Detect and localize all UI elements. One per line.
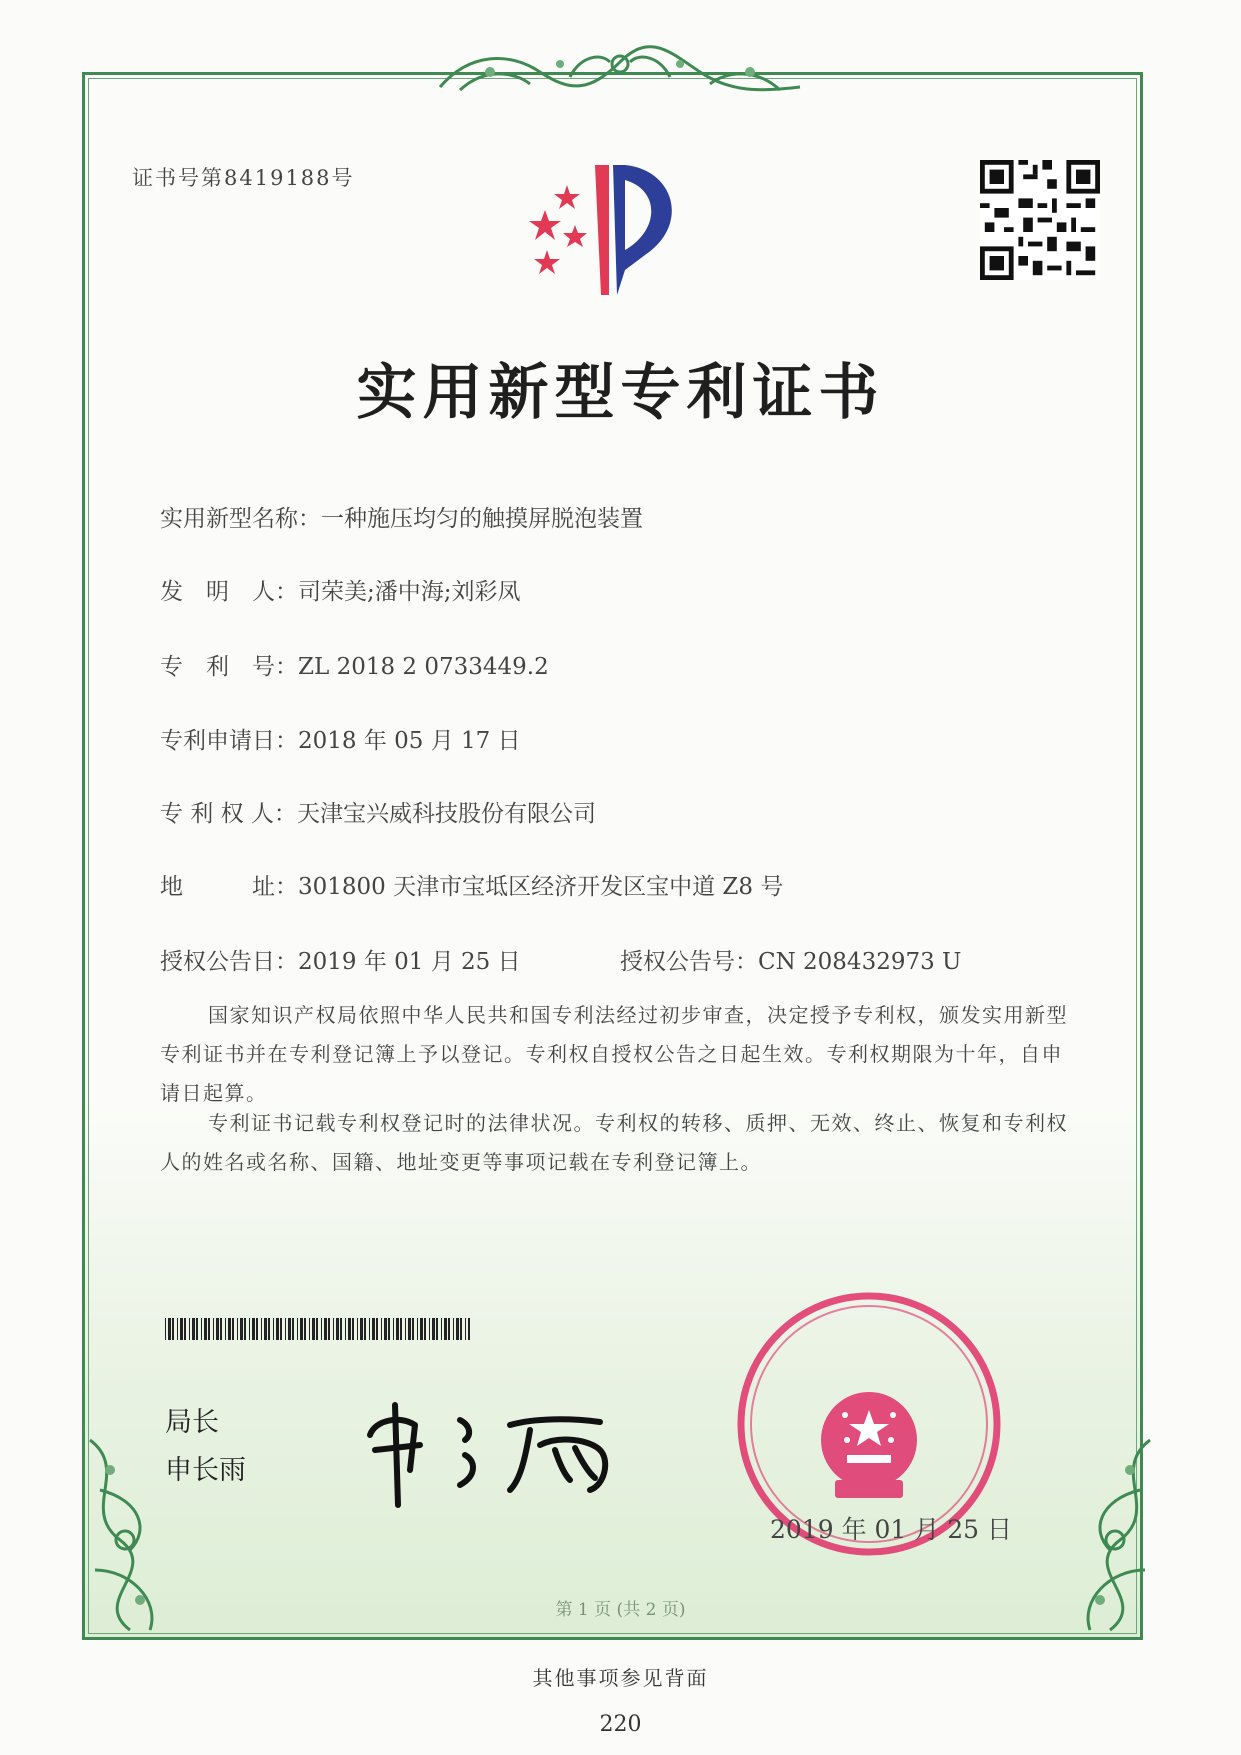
back-note: 其他事项参见背面: [532, 1666, 709, 1690]
field-grant-no: [620, 943, 961, 976]
field-filing-date-label: 专利申请日：: [160, 728, 298, 754]
field-grant-date: [160, 943, 521, 976]
field-name-label: 实用新型名称：: [160, 506, 321, 532]
field-inventor: [160, 573, 521, 606]
field-filing-date-value: 2018 年 05 月 17 日: [298, 728, 521, 754]
qr-code-icon: [980, 160, 1100, 280]
certificate-number: 证书号第8419188号: [132, 166, 355, 190]
field-patent-no-value: ZL 2018 2 0733449.2: [298, 654, 549, 680]
director-name: 申长雨: [165, 1455, 246, 1486]
field-grant-date-value: 2019 年 01 月 25 日: [298, 949, 521, 975]
page-indicator: 第 1 页 (共 2 页): [555, 1600, 686, 1620]
barcode-icon: [165, 1318, 470, 1340]
cnipa-logo-icon: [525, 155, 695, 305]
paragraph-1: 国家知识产权局依照中华人民共和国专利法经过初步审查，决定授予专利权，颁发实用新型专利证书并在专利登记簿上予以登记。专利权自授权公告之日起生效。专利权期限为十年，自申请日起算。: [160, 1003, 1068, 1105]
field-patent-no: [160, 648, 549, 681]
field-address-value: 301800 天津市宝坻区经济开发区宝中道 Z8 号: [298, 874, 784, 900]
field-grant-no-label: 授权公告号：: [620, 949, 758, 975]
field-address: [160, 868, 783, 901]
paragraph-2: 专利证书记载专利权登记时的法律状况。专利权的转移、质押、无效、终止、恢复和专利权人的姓名或名称、国籍、地址变更等事项记载在专利登记簿上。: [160, 1111, 1068, 1174]
top-ornament-icon: [430, 42, 810, 100]
field-grant-no-value: CN 208432973 U: [758, 949, 962, 975]
field-patent-no-label: 专 利 号：: [160, 654, 298, 680]
certificate-title: 实用新型专利证书: [356, 358, 885, 428]
field-address-label: 地 址：: [160, 874, 298, 900]
field-filing-date: [160, 722, 521, 755]
field-patentee-label: 专 利 权 人：: [160, 801, 297, 827]
field-inventor-value: 司荣美;潘中海;刘彩凤: [298, 579, 521, 605]
seal-date: 2019 年 01 月 25 日: [770, 1515, 1012, 1544]
field-patentee-value: 天津宝兴威科技股份有限公司: [296, 801, 596, 827]
field-inventor-label: 发 明 人：: [160, 579, 298, 605]
director-signature-icon: [360, 1390, 630, 1510]
field-name: [160, 500, 643, 533]
field-patentee: [160, 795, 596, 828]
field-name-value: 一种施压均匀的触摸屏脱泡装置: [321, 506, 643, 532]
field-grant-date-label: 授权公告日：: [160, 949, 298, 975]
page-number: 220: [599, 1712, 642, 1737]
director-title: 局长: [165, 1407, 219, 1438]
